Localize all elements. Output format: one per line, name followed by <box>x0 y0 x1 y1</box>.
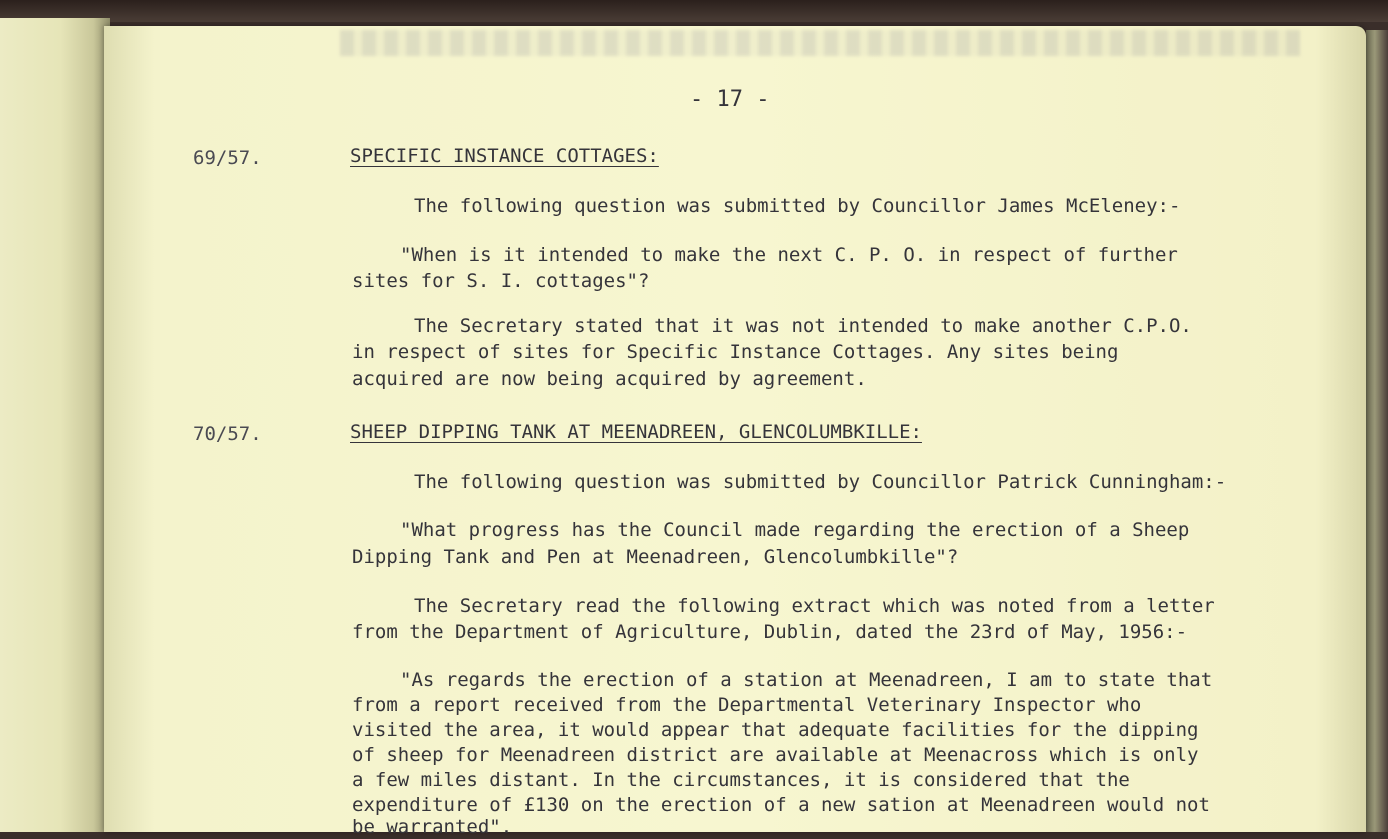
text-line: The Secretary read the following extract which was noted from a letter <box>414 595 1215 617</box>
bleed-through-text <box>340 30 1300 56</box>
text-line: expenditure of £130 on the erection of a new sation at Meenadreen would not <box>352 794 1210 816</box>
text-line: from the Department of Agriculture, Dublin, dated the 23rd of May, 1956:- <box>352 621 1188 643</box>
text-line: The Secretary stated that it was not intended to make another C.P.O. <box>414 315 1192 337</box>
minute-number: 69/57. <box>193 147 262 169</box>
text-line: Dipping Tank and Pen at Meenadreen, Glencolumbkille"? <box>352 546 959 568</box>
text-line: "What progress has the Council made regarding the erection of a Sheep <box>400 519 1190 541</box>
text-line: "When is it intended to make the next C. P. O. in respect of further <box>400 244 1178 266</box>
text-line: be warranted". <box>352 816 513 838</box>
text-line: The following question was submitted by Councillor James McEleney:- <box>414 195 1181 217</box>
text-line: acquired are now being acquired by agreement. <box>352 368 867 390</box>
text-line: from a report received from the Departmental Veterinary Inspector who <box>352 694 1142 716</box>
text-line: sites for S. I. cottages"? <box>352 270 650 292</box>
text-line: The following question was submitted by Councillor Patrick Cunningham:- <box>414 471 1227 493</box>
book-right-edge <box>1366 30 1388 832</box>
text-line: "As regards the erection of a station at Meenadreen, I am to state that <box>400 669 1213 691</box>
text-line: in respect of sites for Specific Instance Cottages. Any sites being <box>352 341 1119 363</box>
text-line: a few miles distant. In the circumstances, it is considered that the <box>352 769 1130 791</box>
page-number: - 17 - <box>690 87 770 112</box>
text-line: of sheep for Meenadreen district are available at Meenacross which is only <box>352 744 1199 766</box>
left-facing-page <box>0 18 110 832</box>
scanner-top-band <box>0 0 1388 22</box>
section-heading: SHEEP DIPPING TANK AT MEENADREEN, GLENCOLUMBKILLE: <box>350 421 922 443</box>
minute-number: 70/57. <box>193 423 262 445</box>
section-heading: SPECIFIC INSTANCE COTTAGES: <box>350 145 659 167</box>
text-line: visited the area, it would appear that adequate facilities for the dipping <box>352 719 1199 741</box>
